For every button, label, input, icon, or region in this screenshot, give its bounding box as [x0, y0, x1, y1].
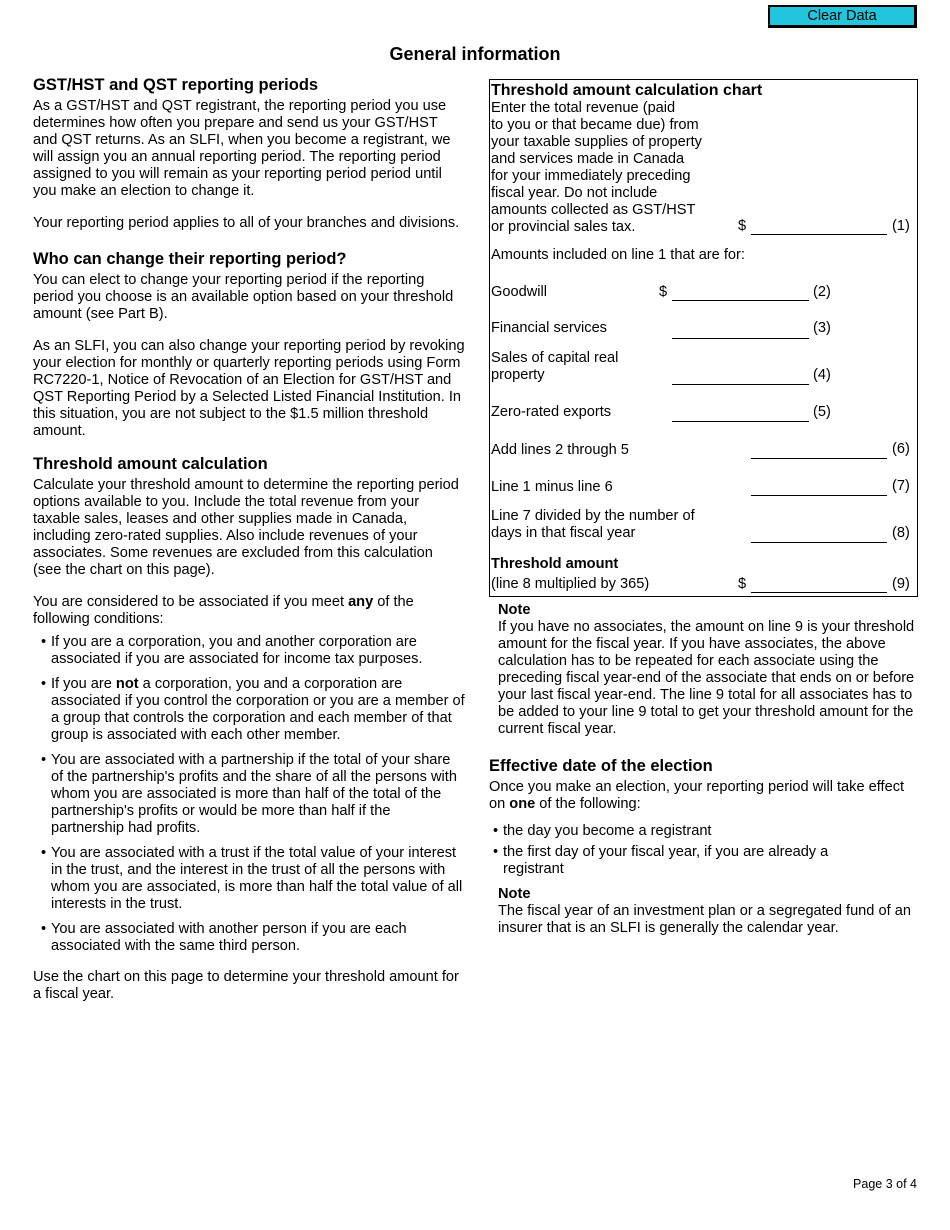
text-line: Line 7 divided by the number of: [491, 508, 695, 524]
bold-text: one: [509, 796, 536, 812]
text-line: amounts collected as GST/HST: [491, 202, 696, 218]
text-line: for your immediately preceding: [491, 168, 691, 184]
text-line: Sales of capital real: [491, 350, 619, 366]
clear-data-button[interactable]: Clear Data: [768, 5, 917, 28]
line-8-input[interactable]: [751, 542, 887, 543]
note-text: The fiscal year of an investment plan or a segregated fund of an insurer that is an SLFI is generally the calendar year.: [498, 903, 911, 936]
paragraph: Your reporting period applies to all of your branches and divisions.: [33, 215, 460, 231]
list-item: [41, 676, 465, 744]
text-line: or provincial sales tax.: [491, 219, 636, 235]
dollar-sign: $: [659, 284, 668, 300]
line-7-label: Line 1 minus line 6: [491, 479, 613, 495]
text-line: and services made in Canada: [491, 151, 685, 167]
note-text: If you have no associates, the amount on line 9 is your threshold amount for the fiscal year. If you have associates, the above calculation has to be repeated for each associate using the preceding fiscal year-end of the associate that ends on or before your last fiscal year-end. The line 9 total for all associates has to be added to your line 9 total to get your threshold amount for the current fiscal year.: [498, 619, 915, 737]
line-5-input[interactable]: [672, 421, 809, 422]
dollar-sign: $: [738, 218, 747, 234]
line-4-label: [491, 350, 917, 384]
note-fiscal-year: [489, 886, 919, 937]
line-8-label: [491, 508, 917, 542]
text: a corporation, you and a corporation are associated if you control the corporation or you are a member of a group that controls the corporation and each member of that group is associated with each other member.: [51, 676, 465, 743]
text-line: your taxable supplies of property: [491, 134, 702, 150]
line-7-input[interactable]: [751, 495, 887, 496]
bold-text: any: [348, 594, 374, 610]
line-2-input[interactable]: [672, 300, 809, 301]
line-6-label: Add lines 2 through 5: [491, 442, 629, 458]
text-line: property: [491, 367, 545, 383]
line-2-label: Goodwill: [491, 284, 547, 300]
text-line: days in that fiscal year: [491, 525, 636, 541]
list-item: • If you are a corporation, you and another corporation are associated if you are associated for income tax purposes.: [41, 634, 465, 668]
paragraph: Calculate your threshold amount to determine the reporting period options available to you. Include the total revenue from your taxable sales, leases and other supplies made in Canada, including zero-rated supplies. Also include revenues of your associates. Some revenues are excluded from this calculation (see the chart on this page).: [33, 477, 459, 578]
dollar-sign: $: [738, 576, 747, 592]
left-column: [33, 75, 465, 1018]
line-1-input[interactable]: [751, 234, 887, 235]
line-5-label: Zero-rated exports: [491, 404, 612, 420]
line-4-input[interactable]: [672, 384, 809, 385]
chart-title: Threshold amount calculation chart: [491, 82, 763, 99]
right-notes: [489, 602, 919, 937]
section-heading-threshold-calc: Threshold amount calculation: [33, 455, 268, 473]
line-number: (6): [892, 441, 910, 457]
section-heading-who-can-change: Who can change their reporting period?: [33, 250, 347, 268]
text-line: Enter the total revenue (paid: [491, 100, 676, 116]
line-number: (3): [813, 320, 831, 336]
page-title: General information: [389, 44, 561, 64]
line-number: (7): [892, 478, 910, 494]
list-item: • You are associated with a partnership if the total of your share of the partnership's profits and the share of all the persons with whom you are associated is more than half of the total of the partnership's profits or would be more than half if the partnership had profits.: [41, 752, 465, 837]
line-6-input[interactable]: [751, 458, 887, 459]
line-number: (5): [813, 404, 831, 420]
line-number: (1): [892, 218, 910, 234]
line-3-input[interactable]: [672, 338, 809, 339]
list-item: • You are associated with another person if you are each associated with the same third person.: [41, 921, 465, 955]
text: If you are: [51, 676, 116, 692]
paragraph: [489, 779, 919, 813]
bold-text: not: [115, 676, 139, 692]
threshold-calculation-chart: [489, 79, 918, 597]
line-9-input[interactable]: [751, 592, 887, 593]
paragraph: Use the chart on this page to determine your threshold amount for a fiscal year.: [33, 969, 459, 1002]
bold-label: Threshold amount: [491, 556, 619, 572]
page-number: Page 3 of 4: [853, 1177, 917, 1191]
text: of the following:: [535, 796, 641, 812]
line-number: (9): [892, 576, 910, 592]
line-number: (8): [892, 525, 910, 541]
text-line: (line 8 multiplied by 365): [491, 576, 650, 592]
list-item: • You are associated with a trust if the total value of your interest in the trust, and the interest in the trust of all the persons with whom you are associated, is more than half the total value of all interests in the trust.: [41, 845, 465, 913]
paragraph: As a GST/HST and QST registrant, the reporting period you use determines how often you prepare and send us your GST/HST and QST returns. As an SLFI, when you become a registrant, we will assign you an annual reporting period. The reporting period assigned to you will remain as your reporting period period until you make an election to change it.: [33, 98, 451, 199]
line-3-label: Financial services: [491, 320, 607, 336]
note-title: Note: [498, 886, 531, 902]
included-label: Amounts included on line 1 that are for:: [491, 247, 745, 263]
list-item: • the day you become a registrant: [493, 823, 919, 840]
text: You are considered to be associated if you meet: [33, 594, 349, 610]
line-number: (4): [813, 367, 831, 383]
paragraph: You can elect to change your reporting period if the reporting period you choose is an available option based on your threshold amount (see Part B).: [33, 272, 454, 322]
association-conditions-list: [41, 634, 465, 955]
paragraph: [33, 594, 465, 628]
line-9-label: [491, 556, 917, 593]
effective-date-list: [493, 823, 919, 878]
text: of the following conditions:: [33, 594, 414, 627]
paragraph: As an SLFI, you can also change your reporting period by revoking your election for monthly or quarterly reporting periods using Form RC7220-1, Notice of Revocation of an Election for GST/HST and QST Reporting Period by a Selected Listed Financial Institution. In this situation, you are not subject to the $1.5 million threshold amount.: [33, 338, 465, 439]
note-associates: [489, 602, 919, 738]
text-line: to you or that became due) from: [491, 117, 699, 133]
section-heading-reporting-periods: GST/HST and QST reporting periods: [33, 76, 319, 94]
section-heading-effective-date: Effective date of the election: [489, 757, 713, 775]
note-title: Note: [498, 602, 531, 618]
line-number: (2): [813, 284, 831, 300]
text: Once you make an election, your reporting period will take effect on: [489, 779, 905, 812]
line-1-description: [491, 100, 917, 236]
text-line: fiscal year. Do not include: [491, 185, 658, 201]
list-item: • the first day of your fiscal year, if you are already a registrant: [493, 844, 919, 878]
